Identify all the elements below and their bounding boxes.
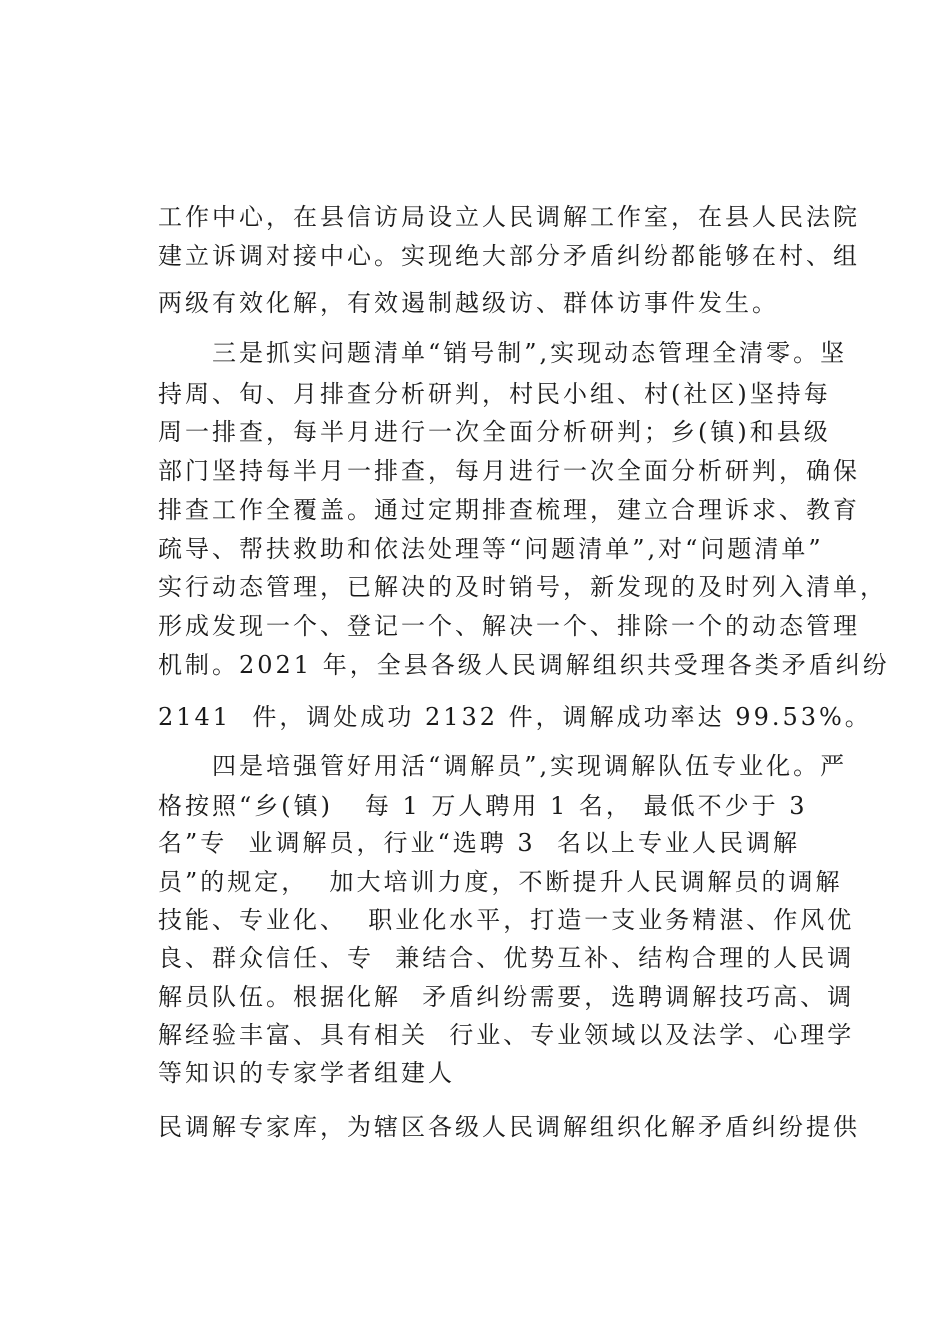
text-line: 持周、旬、月排查分析研判，村民小组、村(社区)坚持每 xyxy=(158,380,831,408)
text-line: 解员队伍。根据化解 矛盾纠纷需要，选聘调解技巧高、调 xyxy=(158,983,855,1011)
text-line: 部门坚持每半月一排查，每月进行一次全面分析研判，确保 xyxy=(158,457,860,485)
paragraph-start-line: 三是抓实问题清单“销号制”,实现动态管理全清零。坚 xyxy=(212,339,848,367)
text-line: 建立诉调对接中心。实现绝大部分矛盾纠纷都能够在村、组 xyxy=(158,242,860,270)
text-line: 员”的规定， 加大培训力度，不断提升人民调解员的调解 xyxy=(158,868,843,896)
text-line: 名”专 业调解员，行业“选聘 3 名以上专业人民调解 xyxy=(158,829,800,857)
text-line: 形成发现一个、登记一个、解决一个、排除一个的动态管理 xyxy=(158,612,860,640)
text-line: 周一排查，每半月进行一次全面分析研判；乡(镇)和县级 xyxy=(158,418,831,446)
text-line: 工作中心，在县信访局设立人民调解工作室，在县人民法院 xyxy=(158,203,860,231)
text-line: 疏导、帮扶救助和依法处理等“问题清单”,对“问题清单” xyxy=(158,535,824,563)
paragraph-start-line: 四是培强管好用活“调解员”,实现调解队伍专业化。严 xyxy=(212,752,848,780)
text-line: 2141 件，调处成功 2132 件，调解成功率达 99.53%。 xyxy=(158,703,872,731)
text-line: 机制。2021 年，全县各级人民调解组织共受理各类矛盾纠纷 xyxy=(158,651,890,679)
text-line: 良、群众信任、专 兼结合、优势互补、结构合理的人民调 xyxy=(158,944,855,972)
text-line: 格按照“乡(镇) 每 1 万人聘用 1 名， 最低不少于 3 xyxy=(158,792,808,820)
text-line: 等知识的专家学者组建人 xyxy=(158,1059,455,1087)
text-line: 技能、专业化、 职业化水平，打造一支业务精湛、作风优 xyxy=(158,906,855,934)
text-line: 解经验丰富、具有相关 行业、专业领域以及法学、心理学 xyxy=(158,1021,855,1049)
text-line: 排查工作全覆盖。通过定期排查梳理，建立合理诉求、教育 xyxy=(158,496,860,524)
text-line: 两级有效化解，有效遏制越级访、群体访事件发生。 xyxy=(158,289,779,317)
text-line: 民调解专家库，为辖区各级人民调解组织化解矛盾纠纷提供 xyxy=(158,1113,860,1141)
text-line: 实行动态管理，已解决的及时销号，新发现的及时列入清单， xyxy=(158,573,887,601)
